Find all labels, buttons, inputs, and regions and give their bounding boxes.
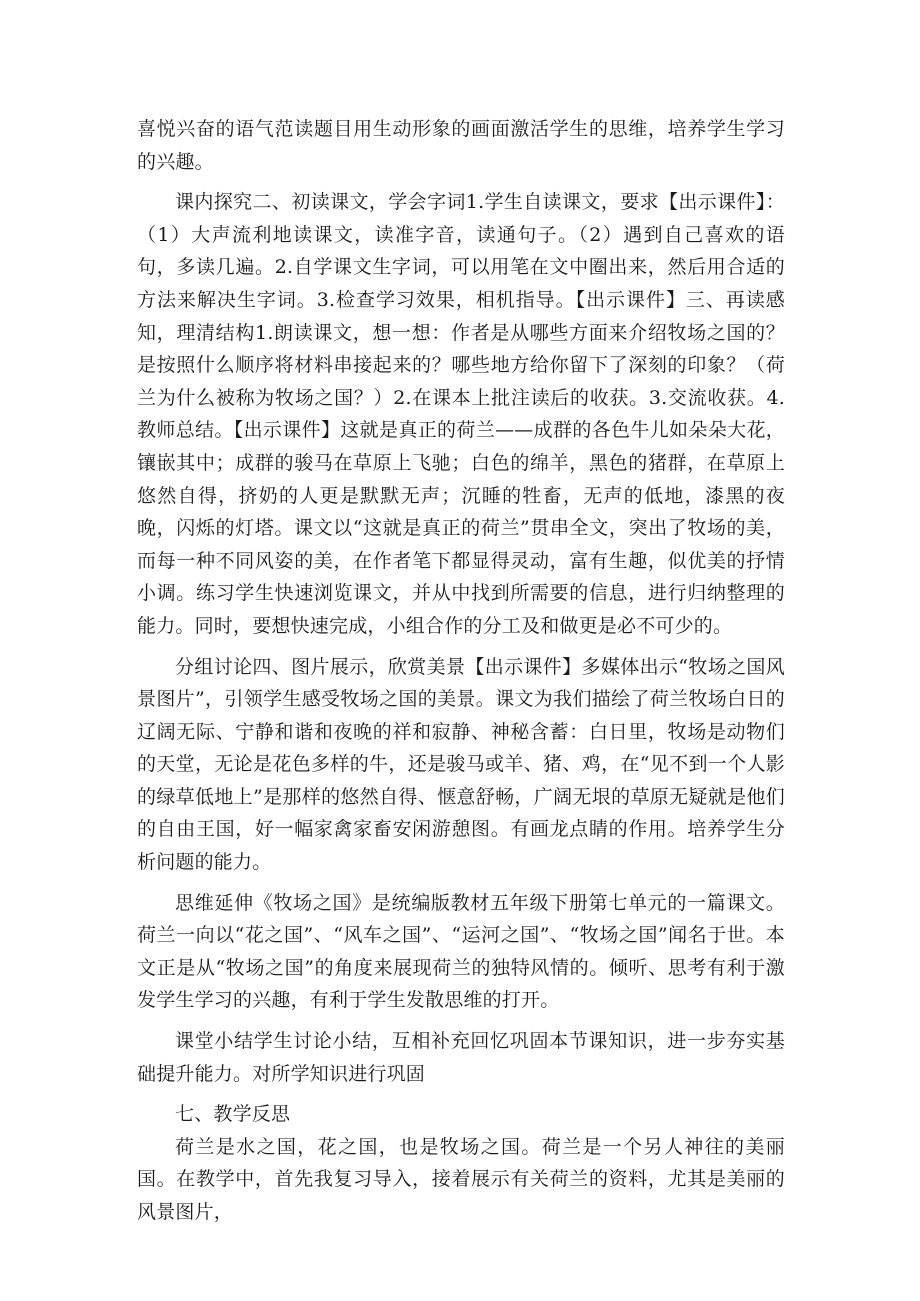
paragraph-class-summary: 课堂小结学生讨论小结，互相补充回忆巩固本节课知识，进一步夯实基础提升能力。对所学知识进行巩固 <box>137 1030 785 1085</box>
paragraph-reflection: 荷兰是水之国，花之国，也是牧场之国。荷兰是一个另人神往的美丽国。在教学中，首先我复习导入，接着展示有关荷兰的资料，尤其是美丽的风景图片， <box>137 1135 785 1223</box>
paragraph-in-class-exploration: 课内探究二、初读课文，学会字词1.学生自读课文，要求【出示课件】：（1）大声流利地读课文，读准字音，读通句子。（2）遇到自己喜欢的语句，多读几遍。2.自学课文生字词，可以用笔在文中圈出来，然后用合适的方法来解决生字词。3.检查学习效果，相机指导。【出示课件】三、再读感知，理清结构1.朗读课文，想一想：作者是从哪些方面来介绍牧场之国的？是按照什么顺序将材料串接起来的？哪些地方给你留下了深刻的印象？（荷兰为什么被称为牧场之国？）2.在课本上批注读后的收获。3.交流收获。4.教师总结。【出示课件】这就是真正的荷兰——成群的各色牛儿如朵朵大花，镶嵌其中；成群的骏马在草原上飞驰；白色的绵羊，黑色的猪群，在草原上悠然自得，挤奶的人更是默默无声；沉睡的牲畜，无声的低地，漆黑的夜晚，闪烁的灯塔。课文以“这就是真正的荷兰”贯串全文，突出了牧场的美，而每一种不同风姿的美，在作者笔下都显得灵动，富有生趣，似优美的抒情小调。练习学生快速浏览课文，并从中找到所需要的信息，进行归纳整理的能力。同时，要想快速完成，小组合作的分工及和做更是必不可少的。 <box>137 191 785 637</box>
paragraph-thinking-extension: 思维延伸《牧场之国》是统编版教材五年级下册第七单元的一篇课文。荷兰一向以“花之国”、“风车之国”、“运河之国”、“牧场之国”闻名于世。本文正是从“牧场之国”的角度来展现荷兰的独特风情的。倾听、思考有利于激发学生学习的兴趣，有利于学生发散思维的打开。 <box>137 891 785 1012</box>
paragraph-intro-continuation: 喜悦兴奋的语气范读题目用生动形象的画面激活学生的思维，培养学生学习的兴趣。 <box>137 118 785 173</box>
section-heading-teaching-reflection: 七、教学反思 <box>175 1103 291 1126</box>
document-body <box>137 113 785 1237</box>
paragraph-group-discussion: 分组讨论四、图片展示，欣赏美景【出示课件】多媒体出示“牧场之国风景图片”，引领学生感受牧场之国的美景。课文为我们描绘了荷兰牧场白日的辽阔无际、宁静和谐和夜晚的祥和寂静、神秘含蓄：白日里，牧场是动物们的天堂，无论是花色多样的牛，还是骏马或羊、猪、鸡，在“见不到一个人影的绿草低地上”是那样的悠然自得、惬意舒畅，广阔无垠的草原无疑就是他们的自由王国，好一幅家禽家畜安闲游憩图。有画龙点睛的作用。培养学生分析问题的能力。 <box>137 655 785 874</box>
